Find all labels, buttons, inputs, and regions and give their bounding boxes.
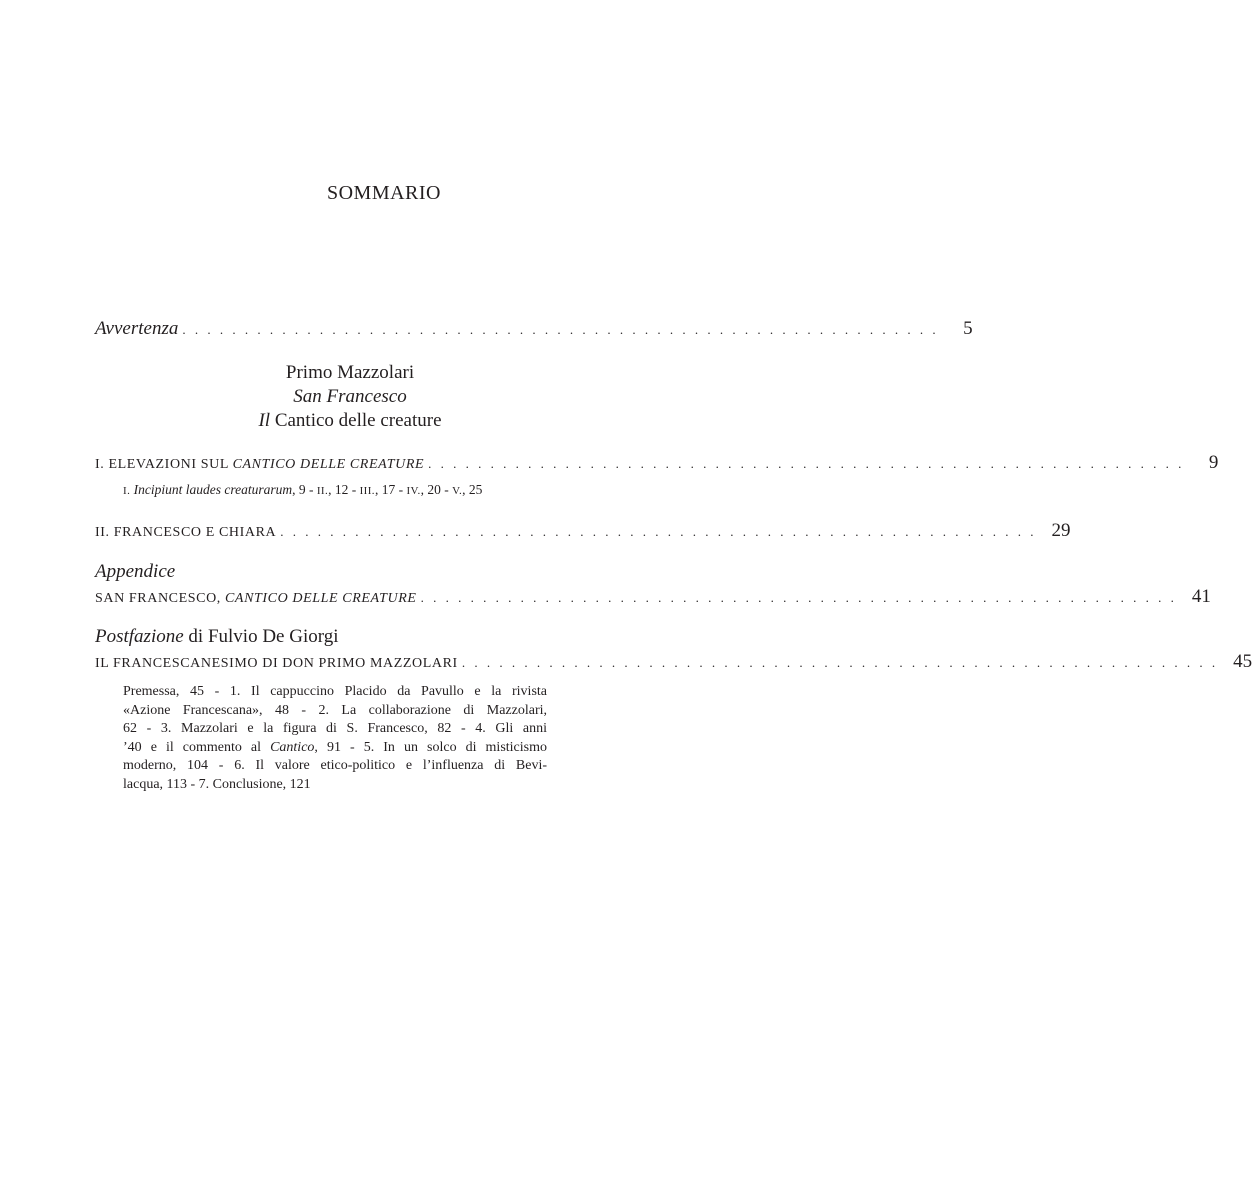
toc-entry-label: SAN FRANCESCO, CANTICO DELLE CREATURE <box>95 591 417 606</box>
text-line: lacqua, 113 - 7. Conclusione, 121 <box>123 776 311 792</box>
dot-leader: . . . . . . . . . . . . . . . . . . . . . . . . . . . . . . . . . . . . . . . . . . . . . . . . . . . . . . . . . . . . . <box>428 456 1185 471</box>
author-name: Primo Mazzolari <box>285 362 415 383</box>
page-title: SOMMARIO <box>326 182 442 204</box>
page-number: 9 <box>1208 452 1219 473</box>
author-block <box>0 361 700 433</box>
toc-entry-label: I. ELEVAZIONI SUL CANTICO DELLE CREATURE <box>95 457 425 472</box>
dot-leader: . . . . . . . . . . . . . . . . . . . . . . . . . . . . . . . . . . . . . . . . . . . . . . . . . . . . . . . . . . . . . <box>182 322 939 337</box>
toc-entry-label: IL FRANCESCANESIMO DI DON PRIMO MAZZOLARI <box>95 656 458 671</box>
page-number: 5 <box>963 318 973 339</box>
toc-entry-chapter-2[interactable] <box>95 520 1071 542</box>
work-subtitle: Il Cantico delle creature <box>258 410 442 431</box>
toc-entry-label: II. FRANCESCO E CHIARA <box>95 525 277 540</box>
text-line: ’40 e il commento al Cantico, 91 - 5. In un solco di misticismo <box>123 739 547 755</box>
chapter-1-sections: I. Incipiunt laudes creaturarum, 9 - II., 12 - III., 17 - IV., 20 - V., 25 <box>123 482 483 497</box>
toc-entry-appendice[interactable] <box>95 586 1211 608</box>
text-line: Premessa, 45 - 1. Il cappuccino Placido da Pavullo e la rivista <box>123 684 547 699</box>
dot-leader: . . . . . . . . . . . . . . . . . . . . . . . . . . . . . . . . . . . . . . . . . . . . . . . . . . . . . . . . . . . . . <box>461 655 1219 670</box>
page-number: 29 <box>1051 520 1071 541</box>
work-title: San Francesco <box>293 386 407 407</box>
toc-entry-label: Avvertenza <box>95 318 179 339</box>
section-heading-postfazione: Postfazione di Fulvio De Giorgi <box>95 626 339 647</box>
toc-entry-avvertenza[interactable] <box>95 318 973 340</box>
toc-entry-postfazione[interactable] <box>95 651 1252 673</box>
postfazione-sections <box>123 683 547 795</box>
page-number: 45 <box>1233 651 1252 672</box>
text-line: moderno, 104 - 6. Il valore etico-politico e l’influenza di Bevi- <box>123 758 547 774</box>
toc-entry-chapter-1[interactable] <box>95 452 1219 474</box>
text-line: «Azione Francescana», 48 - 2. La collaborazione di Mazzolari, <box>123 702 547 718</box>
text-line: 62 - 3. Mazzolari e la figura di S. Francesco, 82 - 4. Gli anni <box>123 721 547 737</box>
dot-leader: . . . . . . . . . . . . . . . . . . . . . . . . . . . . . . . . . . . . . . . . . . . . . . . . . . . . . . . . . . . . . <box>280 524 1037 539</box>
page-number: 41 <box>1191 586 1211 607</box>
dot-leader: . . . . . . . . . . . . . . . . . . . . . . . . . . . . . . . . . . . . . . . . . . . . . . . . . . . . . . . . . . . . . <box>420 590 1177 605</box>
section-heading-appendice: Appendice <box>95 561 176 582</box>
